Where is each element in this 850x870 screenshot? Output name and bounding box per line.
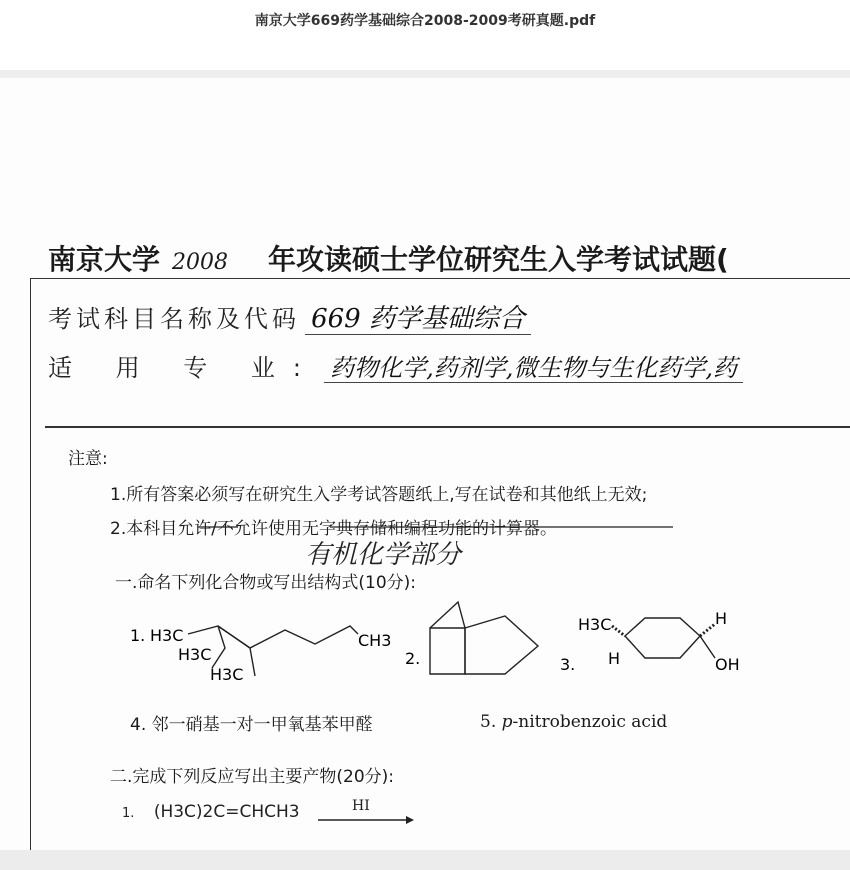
question-1-item-4: 4. 邻一硝基一对一甲氧基苯甲醛 [130, 715, 373, 735]
notice-title: 注意: [68, 449, 108, 469]
h3c-label-d: H3C [578, 615, 612, 634]
q1-5-number: 5. [480, 712, 497, 732]
university-name: 南京大学 [48, 243, 161, 276]
q1-5-italic-p: p [501, 712, 513, 732]
document-title: 南京大学669药学基础综合2008-2009考研真题.pdf [254, 13, 596, 29]
notice-item-1: 1.所有答案必须写在研究生入学考试答题纸上,写在试卷和其他纸上无效; [110, 485, 648, 505]
question-1-item-5 [480, 712, 667, 732]
ch3-label: CH3 [358, 631, 392, 650]
subject-label: 考试科目名称及代码 [48, 305, 300, 333]
question-2-item-1 [122, 802, 300, 822]
hashed-bond-right [700, 624, 715, 636]
oh-label: OH [715, 655, 740, 674]
skeleton-chain [188, 626, 358, 648]
bicyclic-four-ring [430, 628, 465, 674]
major-value: 药物化学,药剂学,微生物与生化药学,药 [324, 354, 743, 383]
question-1-title: 一.命名下列化合物或写出结构式(10分): [115, 573, 417, 593]
q1-number-1: 1. [130, 626, 146, 645]
bicyclic-five-ring [465, 616, 538, 674]
viewer-top-bar [0, 0, 850, 71]
structures-figure [120, 596, 760, 696]
reaction-arrow [318, 814, 418, 826]
page-separator [0, 70, 850, 78]
major-row [48, 348, 743, 383]
subject-row [48, 298, 531, 335]
section-handwritten-note: 有机化学部分 [305, 540, 462, 570]
h-bottom-label: H [608, 649, 621, 668]
exam-year: 2008 [172, 250, 229, 275]
bridge [430, 602, 465, 628]
h-top-label: H [715, 609, 728, 628]
divider-rule [45, 426, 850, 428]
q1-5-name: -nitrobenzoic acid [512, 712, 668, 732]
pdf-page [0, 78, 850, 850]
exam-header [48, 238, 729, 278]
ethyl-branch [212, 626, 225, 668]
h3c-label-c: H3C [210, 665, 244, 684]
q2-1-number: 1. [122, 806, 135, 821]
notice-item-2: 2.本科目允许/不允许使用无字典存储和编程功能的计算器。 [110, 519, 557, 539]
exam-header-suffix: 年攻读硕士学位研究生入学考试试题( [268, 243, 729, 276]
q1-number-3: 3. [560, 655, 576, 674]
subject-value: 669 药学基础综合 [305, 304, 531, 335]
question-2-title: 二.完成下列反应写出主要产物(20分): [110, 767, 395, 787]
q2-1-reactant: (H3C)2C=CHCH3 [153, 802, 300, 822]
viewer-bottom-bar [0, 850, 850, 870]
q1-number-2: 2. [405, 649, 421, 668]
cyclohexane-ring [625, 618, 700, 658]
hashed-bond-left [612, 626, 625, 636]
h3c-label-a: H3C [150, 626, 184, 645]
major-label: 适 用 专 业: [48, 354, 319, 382]
strike-through-lines [198, 524, 678, 530]
oh-bond [700, 636, 715, 658]
q2-1-reagent: HI [352, 798, 370, 814]
h3c-label-b: H3C [178, 645, 212, 664]
